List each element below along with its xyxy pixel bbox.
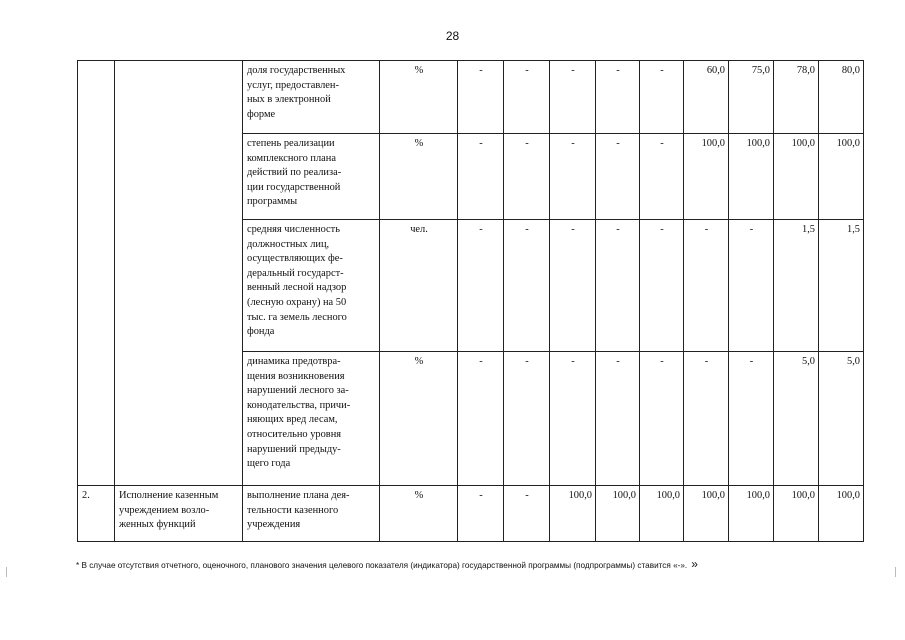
cell-indicator: доля государственных услуг, предоставлен- ных в электронной форме [243, 61, 380, 134]
cell-value: 80,0 [819, 61, 864, 134]
cell-value: - [504, 134, 550, 220]
cell-value: - [458, 134, 504, 220]
table-row [78, 486, 864, 542]
cell-value: - [596, 134, 640, 220]
cell-value: - [640, 61, 684, 134]
cell-value: - [640, 220, 684, 352]
scan-edge-mark [895, 567, 896, 577]
cell-value: 100,0 [774, 486, 819, 542]
cell-value: 100,0 [774, 134, 819, 220]
cell-value: - [550, 220, 596, 352]
footnote [76, 557, 836, 571]
cell-task [115, 61, 243, 486]
cell-unit: чел. [380, 220, 458, 352]
cell-unit: % [380, 352, 458, 486]
cell-value: 5,0 [819, 352, 864, 486]
cell-value: 78,0 [774, 61, 819, 134]
cell-indicator: степень реализации комплексного плана действий по реализа- ции государственной программы [243, 134, 380, 220]
cell-value: 100,0 [640, 486, 684, 542]
footnote-closing-quote: » [691, 557, 698, 571]
cell-indicator: динамика предотвра- щения возникновения нарушений лесного за- конодательства, причи- няющих вред лесам, относительно уровня нарушений предыду- щего года [243, 352, 380, 486]
cell-value: - [504, 486, 550, 542]
table-row [78, 61, 864, 134]
cell-value: 100,0 [729, 486, 774, 542]
cell-value: - [640, 352, 684, 486]
cell-unit: % [380, 134, 458, 220]
scan-edge-mark [6, 567, 7, 577]
footnote-text: * В случае отсутствия отчетного, оценочного, планового значения целевого показателя (индикатора) государственной программы (подпрограммы) ставится «-». [76, 561, 688, 570]
cell-unit: % [380, 61, 458, 134]
cell-value: - [729, 352, 774, 486]
cell-value: - [596, 220, 640, 352]
cell-unit: % [380, 486, 458, 542]
cell-value: 75,0 [729, 61, 774, 134]
cell-value: - [684, 220, 729, 352]
cell-no: 2. [78, 486, 115, 542]
cell-value: - [504, 352, 550, 486]
cell-indicator: средняя численность должностных лиц, осуществляющих фе- деральный государст- венный лесной надзор (лесную охрану) на 50 тыс. га земель лесного фонда [243, 220, 380, 352]
cell-value: - [458, 61, 504, 134]
cell-value: - [550, 134, 596, 220]
cell-value: - [550, 352, 596, 486]
cell-indicator: выполнение плана дея- тельности казенного учреждения [243, 486, 380, 542]
cell-value: - [596, 61, 640, 134]
cell-value: - [458, 486, 504, 542]
page-number: 28 [445, 29, 460, 43]
cell-value: 100,0 [684, 486, 729, 542]
cell-value: - [640, 134, 684, 220]
indicators-table [77, 60, 864, 542]
cell-value: - [729, 220, 774, 352]
cell-value: 5,0 [774, 352, 819, 486]
cell-value: - [458, 220, 504, 352]
cell-value: 100,0 [550, 486, 596, 542]
cell-value: - [550, 61, 596, 134]
cell-value: - [684, 352, 729, 486]
cell-value: - [504, 61, 550, 134]
cell-task: Исполнение казенным учреждением возло- женных функций [115, 486, 243, 542]
cell-value: - [504, 220, 550, 352]
cell-value: 100,0 [819, 134, 864, 220]
cell-value: 100,0 [684, 134, 729, 220]
cell-value: 60,0 [684, 61, 729, 134]
cell-no [78, 61, 115, 486]
cell-value: - [458, 352, 504, 486]
cell-value: 1,5 [774, 220, 819, 352]
table-body [78, 61, 864, 542]
cell-value: - [596, 352, 640, 486]
cell-value: 1,5 [819, 220, 864, 352]
cell-value: 100,0 [819, 486, 864, 542]
cell-value: 100,0 [596, 486, 640, 542]
cell-value: 100,0 [729, 134, 774, 220]
